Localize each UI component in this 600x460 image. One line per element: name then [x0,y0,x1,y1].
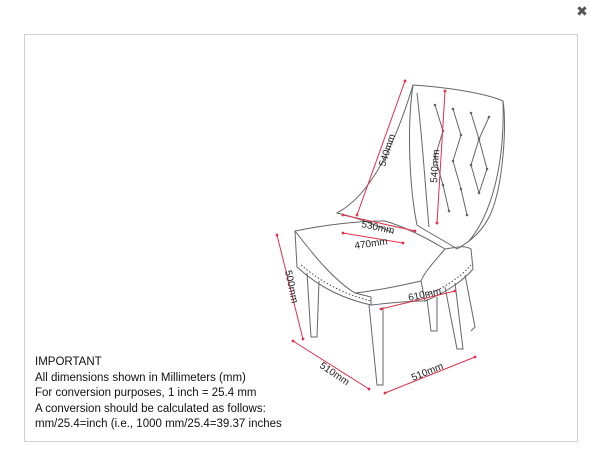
notice-line: All dimensions shown in Millimeters (mm) [35,371,246,384]
dim-depth-side: 510mm [410,361,446,384]
dimension-notice [35,355,282,433]
chair-outline [295,85,505,385]
dim-seat-width-front: 470mm [353,236,389,252]
product-dimensions-panel [24,34,578,442]
notice-line: mm/25.4=inch (i.e., 1000 mm/25.4=39.37 inches [35,418,282,430]
close-icon[interactable]: ✖ [576,4,588,20]
dim-back-height-right: 540mm [429,149,443,184]
dim-seat-depth: 610mm [407,286,443,304]
dim-seat-height: 500mm [282,269,300,305]
dim-back-height-left: 540mm [377,132,399,168]
dim-width-front: 510mm [317,360,352,389]
notice-title: IMPORTANT [35,356,102,368]
notice-line: For conversion purposes, 1 inch = 25.4 mm [35,387,257,399]
dim-seat-width-back: 530mm [360,219,396,237]
notice-line: A conversion should be calculated as follows: [35,402,266,415]
